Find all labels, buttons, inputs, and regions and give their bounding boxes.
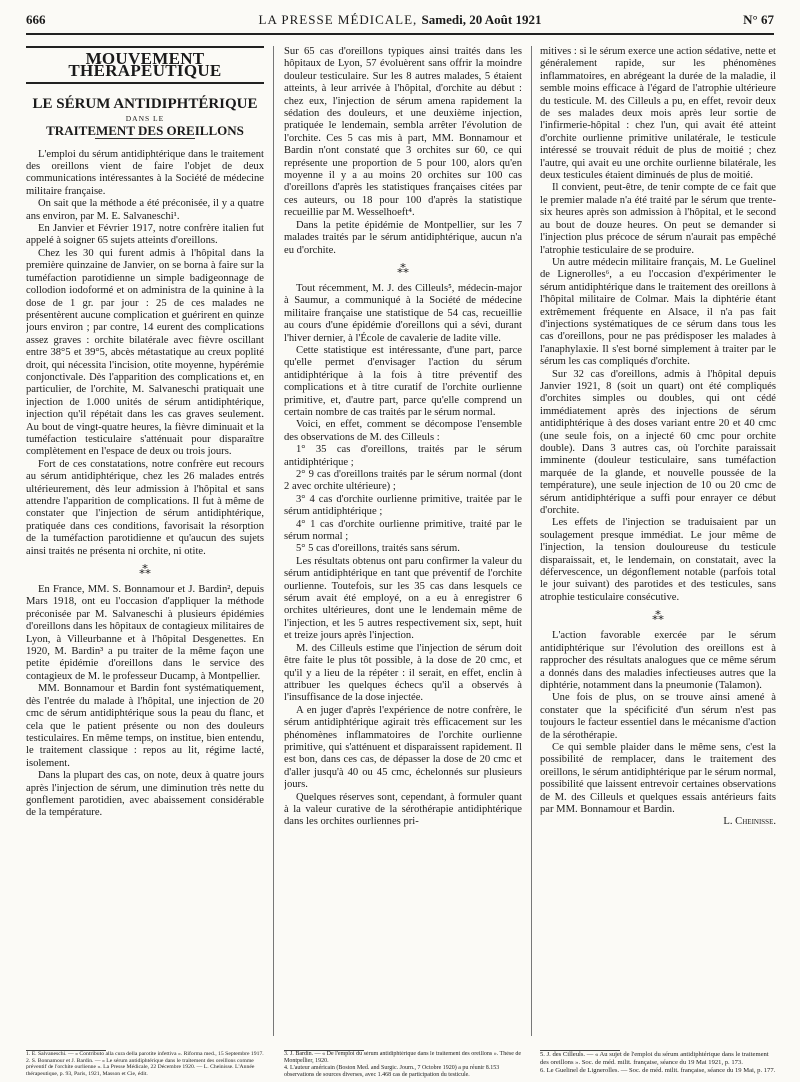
footnotes-column-2 bbox=[284, 1051, 522, 1079]
running-header bbox=[26, 10, 774, 30]
list-item: 3° 4 cas d'orchite ourlienne primitive, traitée par le sérum antidiphtérique ; bbox=[284, 493, 522, 518]
footnotes-column-1 bbox=[26, 1051, 264, 1079]
section-separator: ⁂ bbox=[139, 563, 151, 578]
footnote: 5. J. des Cilleuls. — « Au sujet de l'emploi du sérum antidiphtérique dans le traitement des oreillons ». Soc. de méd. milit. française, séance du 19 Mai 1921, p. 173. bbox=[540, 1051, 769, 1066]
paragraph: Dans la plupart des cas, on note, deux à quatre jours après l'injection de sérum, une diminution très nette du gonflement parotidien, avec abaissement considérable de la température. bbox=[26, 770, 264, 819]
paragraph: On sait que la méthode a été préconisée, il y a quatre ans environ, par M. E. Salvaneschi¹. bbox=[26, 198, 264, 222]
footnote: 2. S. Bonnamour et J. Bardin. — « Le sérum antidiphtérique dans le traitement des oreillons comme préventif de l'orchite ourlienne ». La Presse Médicale, 22 Décembre 1920. — L. Cheinisse. L'Année thérapeutique, p. 93, Paris, 1921, Masson et Cie, édit. bbox=[26, 1057, 255, 1078]
footnote: 4. L'auteur américain (Boston Med. and Surgic. Journ., 7 Octobre 1920) a pu réunir 8.153 observations de sources diverses, avec 1.468 cas de participation du testicule. bbox=[284, 1065, 500, 1079]
paragraph: Une fois de plus, on se trouve ainsi amené à constater que la spécificité d'un sérum n'est pas toujours le facteur essentiel dans le mécanisme d'action de la sérothérapie. bbox=[540, 692, 776, 741]
paragraph: Voici, en effet, comment se décompose l'ensemble des observations de M. des Cilleuls : bbox=[284, 419, 522, 443]
paragraph: Chez les 30 qui furent admis à l'hôpital dans la première quinzaine de Janvier, on se borna à faire sur la tuméfaction parotidienne un simple badigeonnage de collodion iodoformé et on administra de la quinine à la dose de 1 gr. par jour : 25 de ces malades ne présentèrent aucune complication et guérirent en quinze jours environ ; par contre, 14 eurent des complications assez graves : orchite bilatérale avec fièvre oscillant entre 38°5 et 39°5, abcès métastatique au creux poplité droit, qui nécessita l'incision, otite moyenne, hypérémie conjonctivale. Dès l'apparition des complications et, en particulier, de l'orchite, M. Salvaneschi pratiquait une injection de 1.000 unités de sérum antidiphtérique, injection qu'il répétait dans les cas graves seulement. Au bout de vingt-quatre heures, la fièvre diminuait et la tuméfaction testiculaire s'atténuait pour disparaître complètement en l'espace de deux ou trois jours. bbox=[26, 247, 264, 458]
paragraph: M. des Cilleuls estime que l'injection de sérum doit être faite le plus tôt possible, à la dose de 20 cmc, et qu'il y a lieu de la répéter : il serait, en effet, enclin à attribuer les quelques échecs qu'il a observés à l'insuffisance de la dose injectée. bbox=[284, 642, 522, 704]
paragraph: Il convient, peut-être, de tenir compte de ce fait que le premier malade n'a été traité par le sérum que trente-six heures après son admission à l'hôpital, et le second au bout de douze heures. On peut se demander si l'injection plus précoce de sérum n'aurait pas empêché l'atrophie testiculaire de se produire. bbox=[540, 182, 776, 256]
section-separator: ⁂ bbox=[397, 261, 409, 276]
header-rule bbox=[26, 33, 774, 35]
paragraph: Cette statistique est intéressante, d'une part, parce qu'elle permet d'envisager l'action du sérum antidiphtérique à la fois à titre préventif des complications et à titre curatif de l'orchite ourlienne primitive, et, d'autre part, parce qu'elle comprend un certain nombre de cas traités par le sérum normal. bbox=[284, 344, 522, 418]
paragraph: Fort de ces constatations, notre confrère eut recours au sérum antidiphtérique, chez les 26 malades entrés ultérieurement, dès leur admission à l'hôpital et sans attendre l'apparition de complications. Il fut à même de constater que l'injection de sérum antidiphtérique, pratiquée dans ces conditions, favorisait la résorption de la tuméfaction parotidienne et qu'aucun des sujets ainsi traités ne présenta ni orchite, ni otite. bbox=[26, 458, 264, 557]
paragraph: mitives : si le sérum exerce une action sédative, nette et généralement rapide, sur les phénomènes inflammatoires, en abrégeant la durée de la maladie, il semble moins efficace à l'égard de l'atrophie ultérieure du testicule. M. des Cilleuls a pu, en effet, revoir deux de ses malades deux mois après leur sortie de l'infirmerie-hôpital : chez l'un, qui avait été atteint d'orchite ourlienne primitive unilatérale, le testicule intéressé se trouvait réduit de plus de moitié ; chez l'autre, qui avait eu une orchite ourlienne bilatérale, les deux testicules étaient diminués de plus de moitié. bbox=[540, 46, 776, 182]
paragraph: Les résultats obtenus ont paru confirmer la valeur du sérum antidiphtérique en tant que préventif de l'orchite ourlienne. Toutefois, sur les 35 cas dans lesquels ce sérum avait été employé, on a eu à enregistrer 6 orchites ultérieures, dont une le lendemain même de l'injection, et les 5 autres respectivement six, sept, huit et treize jours après l'injection. bbox=[284, 555, 522, 642]
column-divider bbox=[273, 46, 274, 1036]
paragraph: L'emploi du sérum antidiphtérique dans le traitement des oreillons vient de faire l'objet de deux communications intéressantes à la Société de médecine militaire française. bbox=[26, 148, 264, 197]
paragraph: Tout récemment, M. J. des Cilleuls⁵, médecin-major à Saumur, a communiqué à la Société de médecine militaire française une statistique de 54 cas, recueillie au cours d'une épidémie d'oreillons qui a sévi, durant l'hiver dernier, à l'École de cavalerie de ladite ville. bbox=[284, 282, 522, 344]
paragraph: MM. Bonnamour et Bardin font systématiquement, dès l'entrée du malade à l'hôpital, une injection de 20 cmc de sérum antidiphtérique sous la peau du flanc, et cela que le patient présente ou non des douleurs testiculaires. En même temps, on institue, bien entendu, le traitement classique : repos au lit, régime lacté, isolement. bbox=[26, 683, 264, 769]
page-number: 666 bbox=[26, 12, 46, 27]
paragraph: Les effets de l'injection se traduisaient par un soulagement presque immédiat. Le jour même de l'injection, la tension douloureuse du testicule disparaissait, et, le lendemain, on constatait, avec la défervescence, un dégonflement notable (parfois total le jour suivant) des parotides et des testicules, sans atrophie testiculaire consécutive. bbox=[540, 517, 776, 603]
journal-title bbox=[26, 12, 774, 28]
paragraph: Dans la petite épidémie de Montpellier, sur les 7 malades traités par le sérum antidiphtérique, aucun n'a eu d'orchite. bbox=[284, 219, 522, 256]
column-3 bbox=[540, 46, 776, 1046]
paragraph: A en juger d'après l'expérience de notre confrère, le sérum antidiphtérique agirait très efficacement sur les phénomènes inflammatoires de l'orchite ourlienne primitive, qui s'atténuent et disparaissent rapidement. Il est bon, dans ces cas, de dépasser la dose de 20 cmc et d'aller jusqu'à 40 ou 45 cmc, échelonnés sur plusieurs jours. bbox=[284, 704, 522, 791]
journal-name: LA PRESSE MÉDICALE, bbox=[258, 12, 418, 27]
article-title-connector: DANS LE bbox=[125, 113, 165, 123]
section-separator: ⁂ bbox=[652, 609, 664, 624]
article-subtitle: TRAITEMENT DES OREILLONS bbox=[46, 123, 244, 139]
issue-number: N° 67 bbox=[743, 12, 774, 27]
column-divider bbox=[531, 46, 532, 1036]
footnote: 1. E. Salvaneschi. — « Contributo alla cura della parotite infettiva ». Riforma med., 15 Septembre 1917. bbox=[26, 1051, 264, 1057]
list-item: 5° 5 cas d'oreillons, traités sans sérum. bbox=[296, 543, 460, 555]
issue-date: Samedi, 20 Août 1921 bbox=[421, 12, 542, 27]
footnote: 3. J. Bardin. — « De l'emploi du sérum antidiphtérique dans le traitement des oreillons ». Thèse de Montpellier, 1920. bbox=[284, 1051, 522, 1065]
list-item: 1° 35 cas d'oreillons, traités par le sérum antidiphtérique ; bbox=[284, 444, 522, 468]
author-signature: L. Cheinisse. bbox=[723, 816, 776, 828]
paragraph: En Janvier et Février 1917, notre confrère italien fut appelé à soigner 65 sujets atteints d'oreillons. bbox=[26, 223, 264, 247]
paragraph: L'action favorable exercée par le sérum antidiphtérique sur l'évolution des oreillons est à rapprocher des résultats analogues que ce même sérum a donnés dans des maladies infectieuses autres que la diphtérie, notamment dans la pneumonie (Talamon). bbox=[540, 630, 776, 691]
list-item: 2° 9 cas d'oreillons traités par le sérum normal (dont 2 avec orchite ultérieure) ; bbox=[284, 469, 522, 493]
column-2 bbox=[284, 46, 522, 1046]
article-title: LE SÉRUM ANTIDIPHTÉRIQUE bbox=[32, 95, 258, 112]
paragraph: Un autre médecin militaire français, M. Le Guelinel de Lignerolles⁶, a eu l'occasion d'expérimenter le sérum antidiphtérique dans le traitement des oreillons à l'hôpital militaire de Colmar. Mais la diphtérie étant extrêmement fréquente en Alsace, il n'a pas fait d'injections systématiques de ce sérum dans tous les cas d'oreillons, pour ne pas prédisposer les malades à l'anaphylaxie. Il s'est borné simplement à traiter par le sérum les cas compliqués d'orchite. bbox=[540, 256, 776, 368]
paragraph: Sur 65 cas d'oreillons typiques ainsi traités dans les hôpitaux de Lyon, 57 évoluèrent sans offrir la moindre douleur testiculaire. Sur les 8 autres malades, 5 étaient atteints, à leur arrivée à l'hôpital, d'orchite au début : chez eux, l'injection de sérum amena rapidement la sédation des douleurs, et une deuxième injection, pratiquée le lendemain, sembla arrêter l'évolution de l'orchite. Ces 5 cas mis à part, MM. Bonnamour et Bardin n'ont constaté que 3 orchites sur 60, ce qui représente une proportion de 5 pour 100, alors qu'en moyenne il y a au moins 20 orchites sur 100 cas d'oreillons d'après les statistiques françaises citées par ces auteurs, ou 18 pour 100 d'après la statistique recueillie par M. Wesselhoeft⁴. bbox=[284, 46, 522, 219]
paragraph: Quelques réserves sont, cependant, à formuler quant à la valeur curative de la sérothérapie antidiphtérique dans les orchites ourliennes pri- bbox=[284, 791, 522, 828]
footnote: 6. Le Guelinel de Lignerolles. — Soc. de méd. milit. française, séance du 19 Mai, p. 177. bbox=[540, 1066, 776, 1074]
section-heading: MOUVEMENT THÉRAPEUTIQUE bbox=[26, 46, 264, 84]
paragraph: Ce qui semble plaider dans le même sens, c'est la possibilité de remplacer, dans le traitement des oreillons, le sérum antidiphtérique par le sérum normal, possibilité que laissent entrevoir certaines observations de M. des Cilleuls et quelques essais antérieurs faits par MM. Bonnamour et Bardin. bbox=[540, 741, 776, 815]
footnotes-column-3 bbox=[540, 1051, 776, 1079]
list-item: 4° 1 cas d'orchite ourlienne primitive, traité par le sérum normal ; bbox=[284, 518, 522, 543]
column-1 bbox=[26, 46, 264, 1046]
paragraph: En France, MM. S. Bonnamour et J. Bardin², depuis Mars 1918, ont eu l'occasion d'appliquer la méthode préconisée par M. Salvaneschi à plusieurs épidémies d'oreillons dans les hôpitaux de contagieux militaires de Lyon, à Villeurbanne et à l'hôpital Desgenettes. En 1920, M. Bardin³ a pu traiter de la même façon une petite épidémie d'oreillons dans le service des contagieux de M. le professeur Ducamp, à Montpellier. bbox=[26, 584, 264, 682]
paragraph: Sur 32 cas d'oreillons, admis à l'hôpital depuis Janvier 1921, 8 (soit un quart) ont été compliqués d'orchites simples ou doubles, qui ont cédé immédiatement après des injections de sérum antidiphtérique à des doses variant entre 20 et 40 cmc (une seule fois, on a injecté 60 cmc pour orchite double). Dans 3 autres cas, où l'orchite paraissait imminente (douleur testiculaire, sans tuméfaction marquée de la glande, et nouvelle poussée de la température), une seule injection de 10 ou 20 cmc de sérum antidiphtérique a suffi pour enrayer ce début d'orchite. bbox=[540, 368, 776, 517]
